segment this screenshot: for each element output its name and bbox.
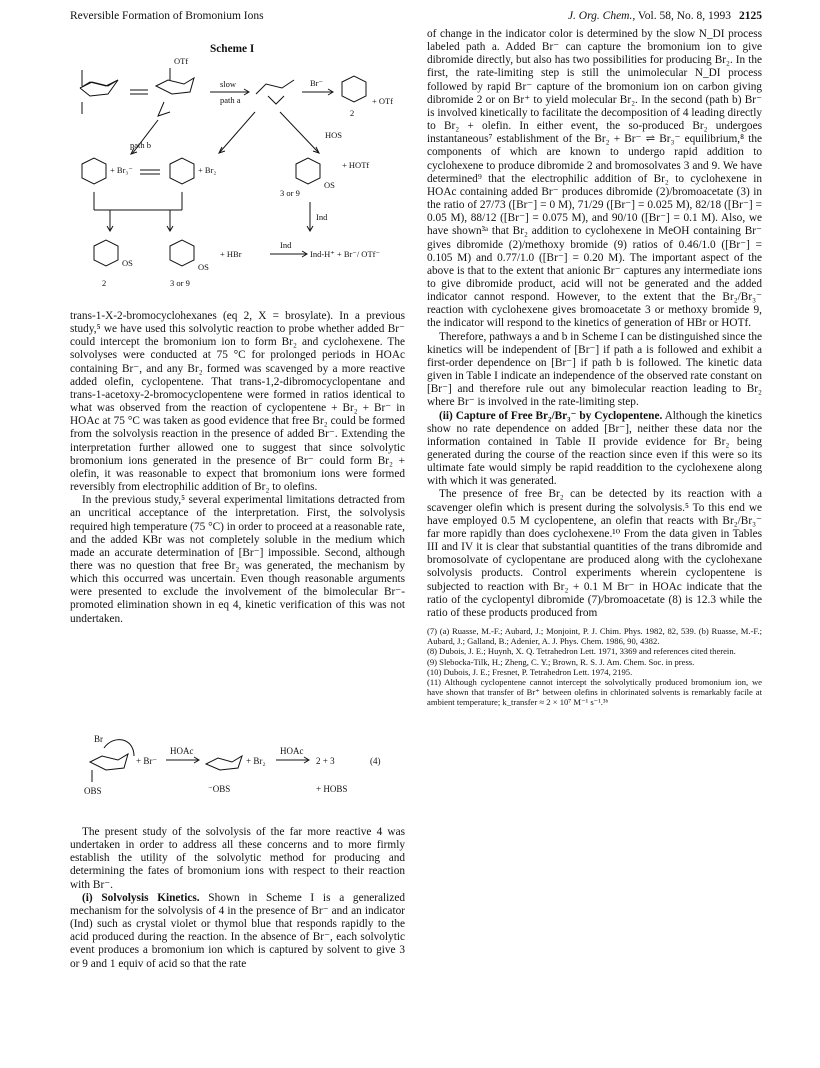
dibromide-product	[94, 240, 118, 266]
br-minus-label: Br⁻	[310, 78, 323, 88]
compound-3or9-label: 3 or 9	[280, 188, 300, 198]
eq-br-label: Br	[94, 734, 103, 744]
ind-products-label: Ind-H⁺ + Br⁻/ OTf⁻	[310, 249, 380, 259]
bromine-bridge	[158, 102, 170, 116]
path-a-label: path a	[220, 95, 241, 105]
footnote: (9) Slebocka-Tilk, H.; Zheng, C. Y.; Brown, R. S. J. Am. Chem. Soc. in press.	[427, 656, 695, 667]
eq-obs-anion: ⁻OBS	[208, 784, 231, 794]
footnote: (8) Dubois, J. E.; Huynh, X. Q. Tetrahedron Lett. 1971, 3369 and references cited therein.	[427, 646, 736, 657]
os-label: OS	[324, 180, 335, 190]
bromocyclohexane-structure	[90, 754, 128, 770]
compound-2-label: 2	[350, 108, 355, 118]
slow-label: slow	[220, 79, 237, 89]
path-b-label: path b	[130, 140, 152, 150]
cyclohexene-ring	[82, 158, 106, 184]
plus-otf-label: + OTf	[372, 96, 394, 106]
footnote: (11) Although cyclopentene cannot intercept the solvolytically produced bromonium ion, we have shown that transfer of Br⁺ between olefins in chlorinated solvents is remarkably facile at ambient temperature; k_transfer ≈ 2 × 10⁷ M⁻¹ s⁻¹.³ᵇ	[427, 677, 762, 708]
hos-label: HOS	[325, 130, 343, 140]
paragraph: trans-1-X-2-bromocyclohexanes (eq 2, X = brosylate). In a previous study,⁵ we have used this solvolytic reaction to probe whether added Br⁻ could intercept the bromonium ion to form Br₂ and cyclohexene. The solvolyses were conducted at 75 °C for prolonged periods in HOAc containing Br⁻, and any Br₂ formed was scavenged by a more reactive added olefin, cyclopentene. That trans-1,2-dibromocyclopentane and trans-1-acetoxy-2-bromocyclopentene were formed in ratios identical to what was observed from the reaction of cyclopentene + Br₂ + Br⁻ in HOAc at 75 °C was taken as good evidence that free Br₂ could be formed from the solvolysis reaction in the presence of added Br⁻. Extending the interpretation further allowed one to suggest that since solvolytic bromonium ions generated in the presence of Br⁻ could form Br₂ + olefin, it was reasonable to expect that bromonium ions were formed reversibly from electrophilic addition of Br₂ to olefins.	[70, 310, 405, 494]
os-bottom-label: OS	[122, 258, 133, 268]
curved-arrow	[104, 740, 134, 756]
os-bottom-label-2: OS	[198, 262, 209, 272]
paragraph-text: Although the kinetics show no rate dependence on added [Br⁻], neither these data nor the information contained in Table II provide evidence for Br₂ being generated during the course of the reaction since even if this were so its ultimate fate would simply be rapid readdition to the cyclohexene along with which it was generated.	[427, 409, 763, 488]
left-column	[70, 310, 405, 626]
eq-br-minus: + Br⁻	[136, 756, 158, 766]
scheme-title: Scheme I	[210, 43, 255, 55]
journal-citation: J. Org. Chem., Vol. 58, No. 8, 1993 2125	[567, 10, 762, 22]
compound-2-bottom: 2	[102, 278, 107, 288]
scheme-diagram	[70, 40, 405, 300]
footnotes	[427, 626, 762, 708]
equation-4	[70, 720, 405, 810]
hbr-label: + HBr	[220, 249, 242, 259]
paragraph-text: Shown in Scheme I is a generalized mechanism for the solvolysis of 4 in the presence of Br⁻ and an indicator (Ind) such as crystal violet or thymol blue that responds rapidly to the acid produced during the reaction. In the absence of Br⁻, each solvolytic event produces a bromonium ion which is captured by solvent to give 3 or 9 and 1 equiv of acid so that the rate	[70, 891, 405, 970]
chair-cyclohexane	[80, 80, 118, 88]
page-number: 2125	[739, 10, 762, 22]
otf-label: OTf	[174, 56, 189, 66]
paragraph: In the previous study,⁵ several experimental limitations detracted from an uncritical acceptance of the interpretation. First, the solvolysis required high temperature (75 °C) in order to proceed at a reasonable rate, and the added KBr was not completely soluble in the medium which made an accurate determination of [Br⁻] impossible. Second, although there was no question that free Br₂ was generated, the mechanism by which this occurred was uncertain. Even though reasonable arguments were presented to exclude the involvement of the bimolecular Br⁻-promoted elimination shown in eq 4, kinetic verification of this was not undertaken.	[70, 494, 405, 625]
compound-3or9-bottom: 3 or 9	[170, 278, 190, 288]
eq-hoac-2: HOAc	[280, 746, 304, 756]
paragraph: The presence of free Br₂ can be detected by its reaction with a scavenger olefin which is present during the solvolysis.⁵ To this end we have employed 0.5 M cyclopentene, an olefin that reacts with Br₂/Br₃⁻ far more rapidly than does cyclohexene.¹⁰ From the data given in Tables III and IV it is clear that substantial quantities of the trans dibromide and bromosolvate of cyclopentane are produced along with the cyclohexane solvolysis products. Control experiments wherein cyclopentene is subjected to reaction with Br₂ + 0.1 M Br⁻ in HOAc indicate that the ratio of the cyclopentyl dibromide (7)/bromoacetate (8) is 12.3 while the ratio of these products produced from	[427, 488, 762, 619]
section-heading: (i) Solvolysis Kinetics.	[82, 891, 200, 904]
bromonium-ion	[256, 80, 294, 94]
bromosolvate-ring	[296, 158, 320, 184]
br2-label: + Br₂	[198, 165, 217, 175]
section-heading: (ii) Capture of Free Br₂/Br₃⁻ by Cyclopentene.	[439, 409, 663, 422]
volume-info: Vol. 58, No. 8, 1993	[637, 10, 731, 22]
cyclohexene-structure	[206, 756, 242, 770]
ind-arrow-label: Ind	[280, 240, 292, 250]
footnote: (7) (a) Ruasse, M.-F.; Aubard, J.; Monjoint, P. J. Chim. Phys. 1982, 82, 539. (b) Ruasse, M.-F.; Aubard, J.; Galland, B.; Adenier, A. J. Phys. Chem. 1986, 90, 4382.	[427, 626, 762, 647]
eq-hoac-1: HOAc	[170, 746, 194, 756]
paragraph: of change in the indicator color is determined by the slow N_DI process labeled path a. Added Br⁻ can capture the bromonium ion to give dibromide directly, but also has two possibilities for producing Br₂. In the first, the rate-limiting step is still the unimolecular N_DI process followed by rapid Br⁻ capture of the bromonium ion on carbon giving dibromide 2 or on Br⁺ to yield molecular Br₂. In the second (path b) Br⁻ is involved kinetically to facilitate the decomposition of 4 leading directly to Br₂ + olefin. In either event, the so-produced Br₂ undergoes instantaneous⁷ establishment of the Br₂ + Br⁻ ⇌ Br₃⁻ equilibrium,⁸ the components of which are known to undergo rapid addition to cyclohexene to produce dibromide 2 and bromosolvates 3 and 9. We have determined⁹ that the electrophilic addition of Br₂ to cyclohexene in HOAc containing added Br⁻ produces dibromide (2)/bromoacetate (3) in the ratio of 27/73 ([Br⁻] = 0 M), 71/29 ([Br⁻] = 0.025 M), 82/18 ([Br⁻] = 0.05 M), 88/12 ([Br⁻] = 0.075 M), and 90/10 ([Br⁻] = 0.1 M). Also, we have shown³ᵃ that Br₂ addition to cyclohexene in MeOH containing Br⁻ gives dibromide (2)/methoxy bromide (9) ratios of 0.46/1.0 ([Br⁻] = 0.105 M) and 0.77/1.0 ([Br⁻] = 0.20 M). The important aspect of the above is that to the extent that anionic Br⁻ captures any intermediate ions to give dibromide product, acid will not be generated and the added indicator cannot respond. However, to the extent that the Br₂/Br₃⁻ reaction with cyclohexene gives bromoacetate 3 or methoxy bromide 9, the indicator will respond to the kinetics of generation of HBr or HOTf.	[427, 28, 762, 330]
footnote: (10) Dubois, J. E.; Fresnet, P. Tetrahedron Lett. 1974, 2195.	[427, 666, 633, 677]
running-title: Reversible Formation of Bromonium Ions	[70, 10, 264, 22]
paragraph	[70, 892, 405, 971]
left-column-lower	[70, 826, 405, 971]
dibromide-ring	[342, 76, 366, 102]
eq-br2: + Br₂	[246, 756, 266, 766]
running-header	[70, 10, 762, 28]
eq-number: (4)	[370, 756, 381, 766]
paragraph	[427, 410, 762, 489]
chair-bromonium	[156, 78, 194, 94]
paragraph: The present study of the solvolysis of the far more reactive 4 was undertaken in order to address all these concerns and to more firmly establish the utility of the solvolytic method for producing and determining the fates of bromonium ions with respect to their reaction with Br⁻.	[70, 826, 405, 891]
cyclohexene-ring-2	[170, 158, 194, 184]
br3-label: + Br₃⁻	[110, 165, 133, 175]
right-column	[427, 28, 762, 708]
paragraph: Therefore, pathways a and b in Scheme I can be distinguished since the kinetics will be independent of [Br⁻] if path a is followed and exhibit a first-order dependence on [Br⁻] if path b is followed. The kinetic data given in Table I indicate an independence of the observed rate constant on [Br⁻] and therefore rule out any bimolecular reaction leading to Br₂ where Br⁻ is involved in the rate-limiting step.	[427, 330, 762, 409]
hotf-label: + HOTf	[342, 160, 370, 170]
journal-name: J. Org. Chem.	[567, 10, 633, 22]
ind-label: Ind	[316, 212, 328, 222]
bromosolvate-product	[170, 240, 194, 266]
eq-products: 2 + 3	[316, 756, 335, 766]
eq-obs: OBS	[84, 786, 102, 796]
eq-hobs: + HOBS	[316, 784, 348, 794]
